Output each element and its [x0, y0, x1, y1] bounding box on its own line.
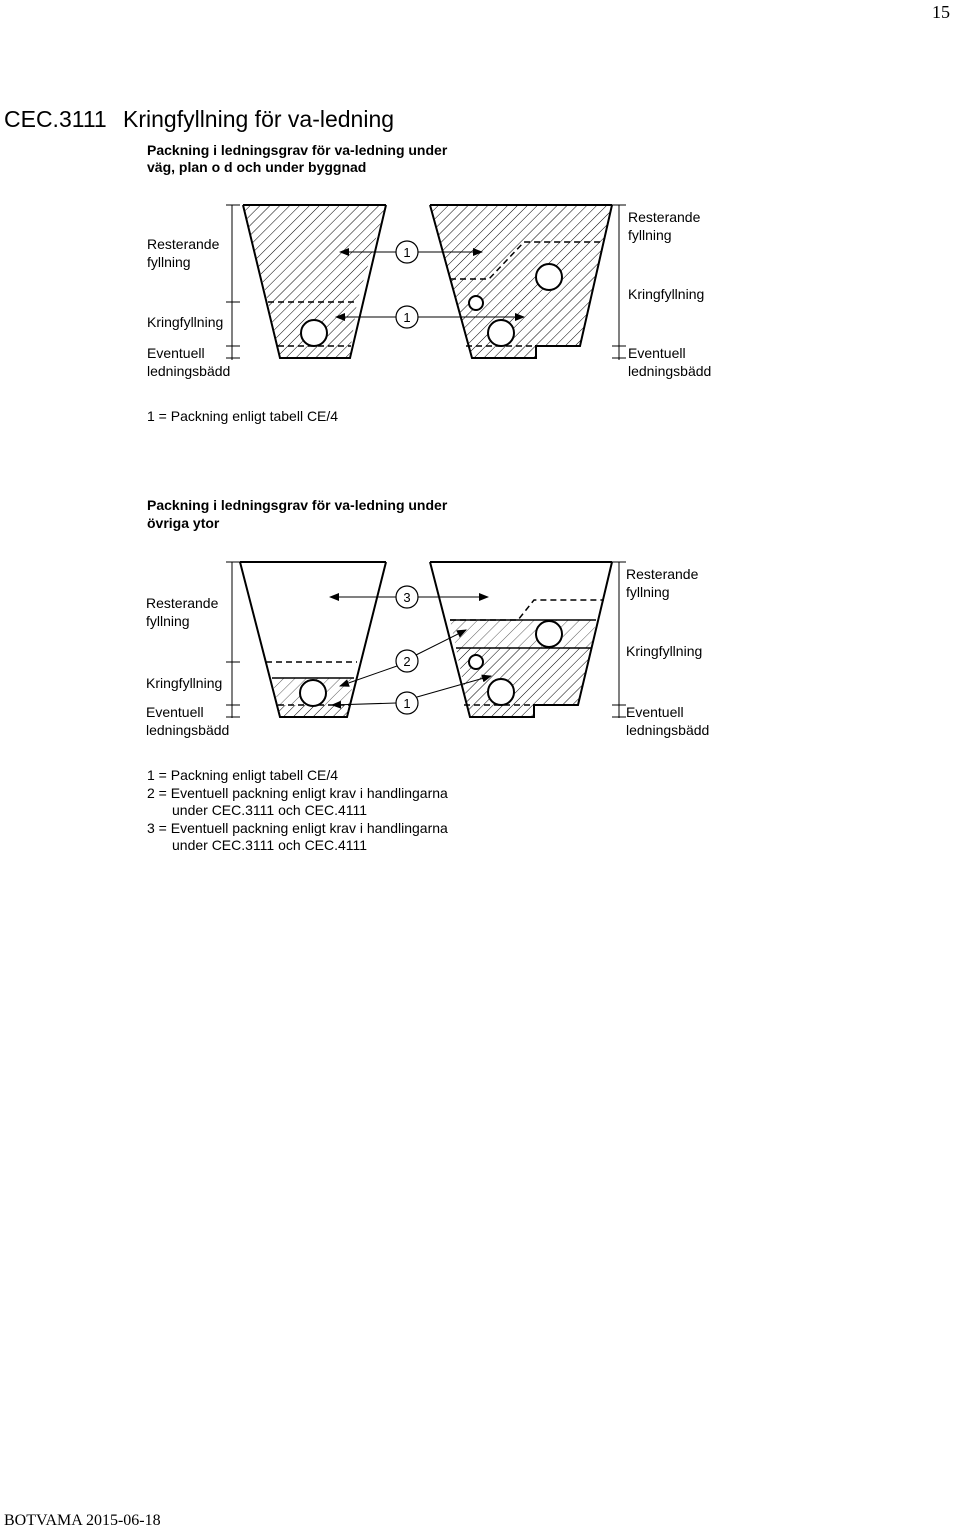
figure2-legend-3-cont: under CEC.3111 och CEC.4111 [172, 837, 368, 853]
figure1-right-kringfyllning-label: Kringfyllning [628, 286, 705, 302]
pipe-icon [488, 320, 514, 346]
section-code: CEC.3111 [4, 106, 107, 132]
figure2-caption-line2: övriga ytor [147, 515, 220, 531]
figure2-right-trench [430, 562, 612, 717]
pipe-icon [469, 655, 483, 669]
figure1-left-kringfyllning-label: Kringfyllning [147, 314, 224, 330]
figure2-left-trench [240, 562, 386, 717]
svg-text:2: 2 [403, 654, 411, 669]
pipe-icon [300, 680, 326, 706]
page-number: 15 [932, 2, 950, 22]
figure2-right-kringfyllning-label: Kringfyllning [626, 643, 703, 659]
section-title: Kringfyllning för va-ledning [123, 106, 395, 132]
pipe-icon [488, 679, 514, 705]
figure1-caption-line1: Packning i ledningsgrav för va-ledning under [147, 142, 448, 158]
figure2-right-dimension [612, 562, 626, 718]
figure1-left-eventuell-label: Eventuell [147, 345, 205, 361]
figure2-left-fyllning-label: fyllning [146, 613, 190, 629]
figure2-marker-2 [340, 630, 466, 686]
figure2-left-eventuell-label: Eventuell [146, 704, 204, 720]
svg-text:1: 1 [403, 696, 411, 711]
figure1-legend-1: 1 = Packning enligt tabell CE/4 [147, 408, 339, 424]
svg-text:3: 3 [403, 590, 411, 605]
figure2-right-resterande-label: Resterande [626, 566, 699, 582]
svg-text:1: 1 [403, 245, 411, 260]
figure2-right-fyllning-label: fyllning [626, 584, 670, 600]
svg-text:1: 1 [403, 310, 411, 325]
pipe-icon [536, 621, 562, 647]
figure1-right-resterande-label: Resterande [628, 209, 701, 225]
pipe-icon [301, 320, 327, 346]
figure2-left-dimension [226, 562, 240, 718]
figure2-legend-1: 1 = Packning enligt tabell CE/4 [147, 767, 339, 783]
figure2-right-eventuell-label: Eventuell [626, 704, 684, 720]
figure2-marker-3 [330, 586, 488, 608]
figure1-left-dimension [226, 205, 240, 360]
page-footer: BOTVAMA 2015-06-18 [4, 1512, 161, 1529]
figure2-legend-2: 2 = Eventuell packning enligt krav i handlingarna [147, 785, 448, 801]
figure1-right-dimension [612, 205, 626, 360]
figure2-legend-3: 3 = Eventuell packning enligt krav i handlingarna [147, 820, 448, 836]
figure1-right-ledningsbadd-label: ledningsbädd [628, 363, 712, 379]
figure2-left-kringfyllning-label: Kringfyllning [146, 675, 223, 691]
pipe-icon [536, 264, 562, 290]
figure1-right-eventuell-label: Eventuell [628, 345, 686, 361]
figure2-legend-2-cont: under CEC.3111 och CEC.4111 [172, 802, 368, 818]
figure1-caption-line2: väg, plan o d och under byggnad [147, 159, 367, 175]
figure1-left-ledningsbadd-label: ledningsbädd [147, 363, 231, 379]
pipe-icon [469, 296, 483, 310]
figure1-right-fyllning-label: fyllning [628, 227, 672, 243]
figure2-right-ledningsbadd-label: ledningsbädd [626, 722, 710, 738]
figure1-left-resterande-label: Resterande [147, 236, 220, 252]
figure1-left-fyllning-label: fyllning [147, 254, 191, 270]
figure1-left-trench [243, 205, 386, 358]
figure2-left-resterande-label: Resterande [146, 595, 219, 611]
figure2-left-ledningsbadd-label: ledningsbädd [146, 722, 230, 738]
figure1-right-trench [430, 205, 612, 358]
figure2-caption-line1: Packning i ledningsgrav för va-ledning under [147, 497, 448, 513]
